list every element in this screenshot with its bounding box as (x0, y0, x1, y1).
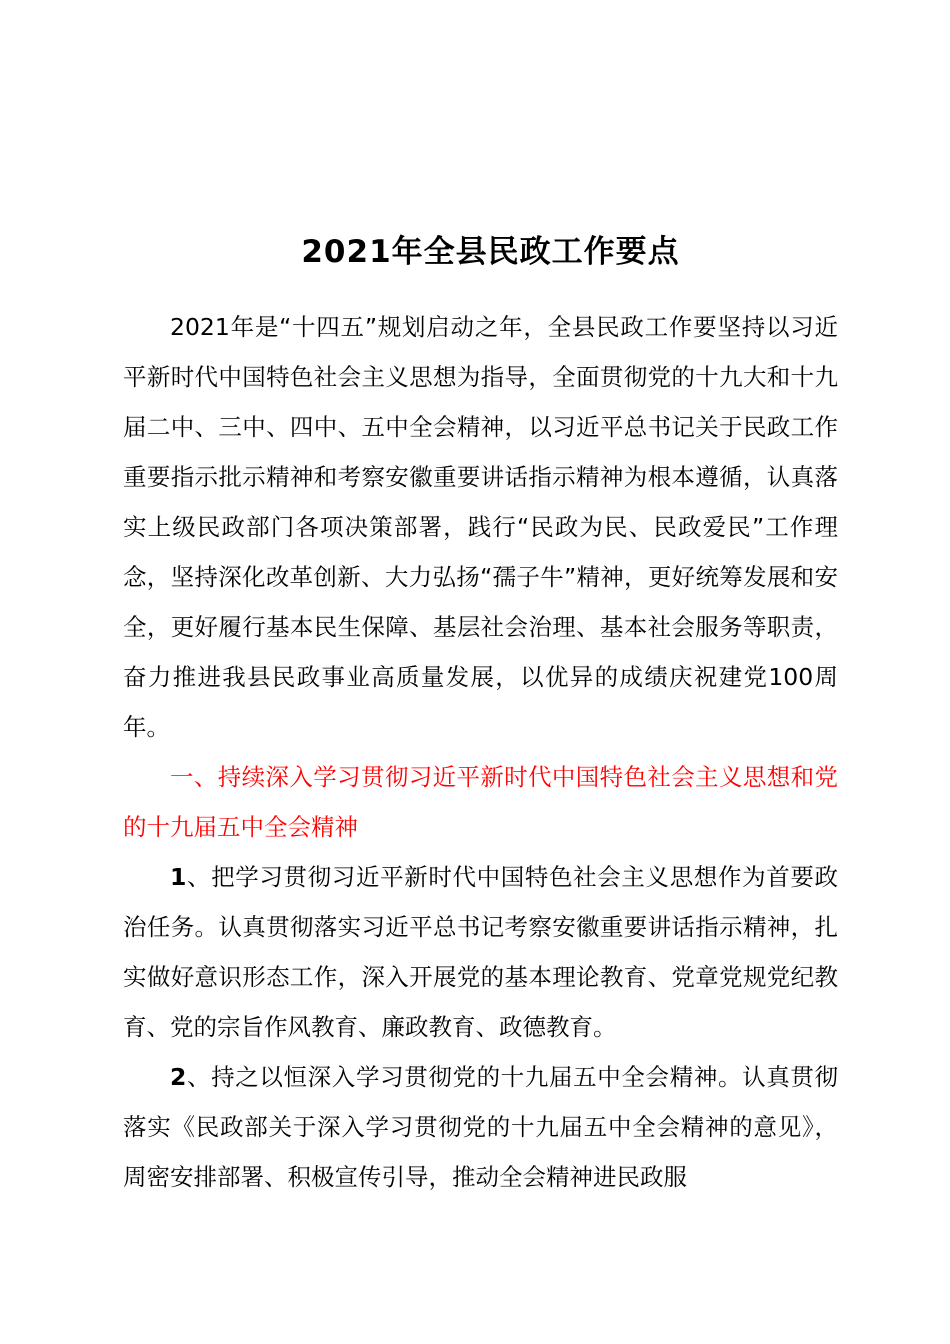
item-text: 、把学习贯彻习近平新时代中国特色社会主义思想作为首要政治任务。认真贯彻落实习近平总书记考察安徽重要讲话指示精神，扎实做好意识形态工作，深入开展党的基本理论教育、党章党规党纪教育、党的宗旨作风教育、廉政教育、政德教育。 (123, 863, 838, 1041)
section-heading-1: 一、持续深入学习贯彻习近平新时代中国特色社会主义思想和党的十九届五中全会精神 (123, 763, 838, 841)
item-number: 1 (170, 863, 187, 891)
intro-paragraph: 2021年是“十四五”规划启动之年，全县民政工作要坚持以习近平新时代中国特色社会主义思想为指导，全面贯彻党的十九大和十九届二中、三中、四中、五中全会精神，以习近平总书记关于民政工作重要指示批示精神和考察安徽重要讲话指示精神为根本遵循，认真落实上级民政部门各项决策部署，践行“民政为民、民政爱民”工作理念，坚持深化改革创新、大力弘扬“孺子牛”精神，更好统筹发展和安全，更好履行基本民生保障、基层社会治理、基本社会服务等职责，奋力推进我县民政事业高质量发展，以优异的成绩庆祝建党100周年。 (123, 313, 838, 741)
list-item-2 (123, 1052, 838, 1202)
item-text: 、持之以恒深入学习贯彻党的十九届五中全会精神。认真贯彻落实《民政部关于深入学习贯彻党的十九届五中全会精神的意见》，周密安排部署、积极宣传引导，推动全会精神进民政服 (123, 1063, 838, 1191)
document-title: 2021年全县民政工作要点 (301, 234, 680, 270)
list-item-1 (123, 852, 838, 1052)
item-number: 2 (170, 1063, 187, 1091)
